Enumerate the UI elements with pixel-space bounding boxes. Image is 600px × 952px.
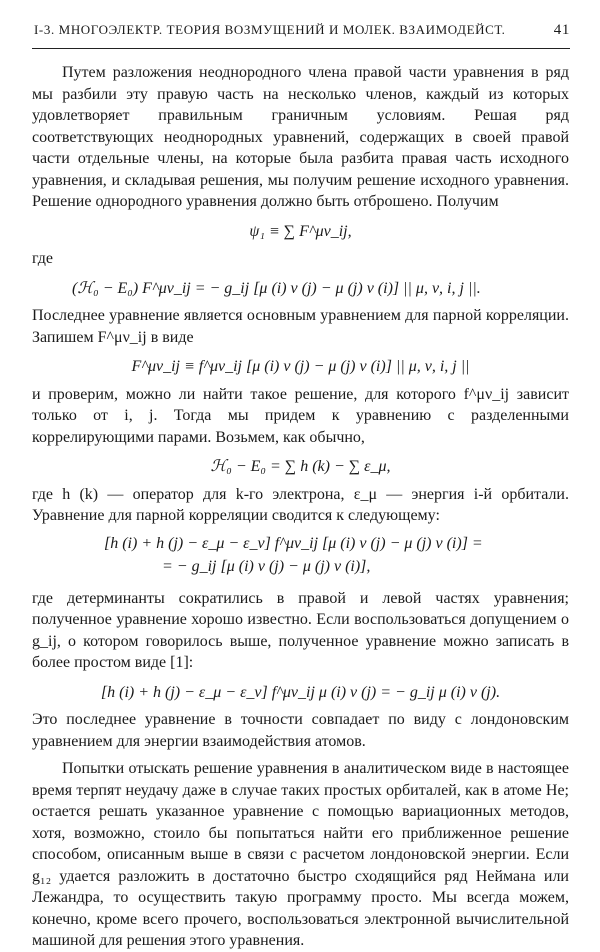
equation-pair-correlation: (ℋ₀ − E₀) F^μν_ij = − g_ij [μ (i) ν (j) − μ (j) ν (i)] || μ, ν, i, j ||.	[72, 279, 481, 297]
running-header	[34, 22, 570, 46]
equation-reduced-line1: [h (i) + h (j) − ε_μ − ε_ν] f^μν_ij [μ (i) ν (j) − μ (j) ν (i)] =	[104, 534, 483, 552]
page-number: 41	[553, 22, 570, 38]
paragraph-3: и проверим, можно ли найти такое решение, для которого f^μν_ij зависит только от i, j. Тогда мы придем к уравнению с разделенными коррелирующими парами. Возьмем, как обычно,	[32, 385, 569, 446]
paragraph-6: Это последнее уравнение в точности совпадает по виду с лондоновским уравнением для энергии взаимодействия атомов.	[32, 711, 569, 750]
equation-f-form: F^μν_ij ≡ f^μν_ij [μ (i) ν (j) − μ (j) ν (i)] || μ, ν, i, j ||	[131, 358, 470, 375]
paragraph-7: Попытки отыскать решение уравнения в аналитическом виде в настоящее время терпят неудачу даже в случае таких простых орбиталей, как в атоме He; остается решать указанное уравнение с помощью вариационных методов, хотя, возможно, стоило бы попытаться найти его приближенное решение способом, описанным выше в связи с расчетом лондоновской энергии. Если g₁₂ удается разложить в достаточно быстро сходящийся ряд Неймана или Лежандра, то осуществить такую программу просто. Мы всегда можем, конечно, кроме всего прочего, воспользоваться электронной вычислительной машиной для решения этого уравнения.	[32, 760, 569, 949]
paragraph-5: где детерминанты сократились в правой и левой частях уравнения; полученное уравнение хорошо известно. Если воспользоваться допущением о g_ij, о котором говорилось выше, полученное уравнение можно записать в более простом виде [1]:	[32, 589, 569, 671]
equation-psi: ψ₁ ≡ ∑ F^μν_ij,	[249, 222, 352, 240]
page-body	[32, 62, 569, 952]
paragraph-4: где h (k) — оператор для k-го электрона, ε_μ — энергия i-й орбитали. Уравнение для парной корреляции сводится к следующему:	[32, 485, 569, 524]
equation-hamiltonian: ℋ₀ − E₀ = ∑ h (k) − ∑ ε_μ,	[210, 458, 391, 475]
paragraph-1: Путем разложения неоднородного члена правой части уравнения в ряд мы разбили эту правую часть на несколько членов, каждый из которых удовлетворяет правильным граничным условиям. Решая ряд соответствующих неоднородных уравнений, содержащих в своей правой части отдельные члены, на которые была разбита правая часть исходного уравнения, и складывая решения, мы получим решение исходного уравнения. Решение однородного уравнения должно быть отброшено. Получим	[32, 64, 569, 210]
equation-reduced-line2: = − g_ij [μ (i) ν (j) − μ (j) ν (i)],	[162, 558, 371, 575]
equation-simple: [h (i) + h (j) − ε_μ − ε_ν] f^μν_ij μ (i) ν (j) = − g_ij μ (i) ν (j).	[100, 683, 501, 701]
paragraph-2: Последнее уравнение является основным уравнением для парной корреляции. Запишем F^μν_ij в виде	[32, 307, 569, 346]
header-rule	[32, 48, 570, 49]
where-label: где	[32, 250, 54, 267]
running-title: I-3. МНОГОЭЛЕКТР. ТЕОРИЯ ВОЗМУЩЕНИЙ И МОЛЕК. ВЗАИМОДЕЙСТ.	[34, 22, 506, 37]
